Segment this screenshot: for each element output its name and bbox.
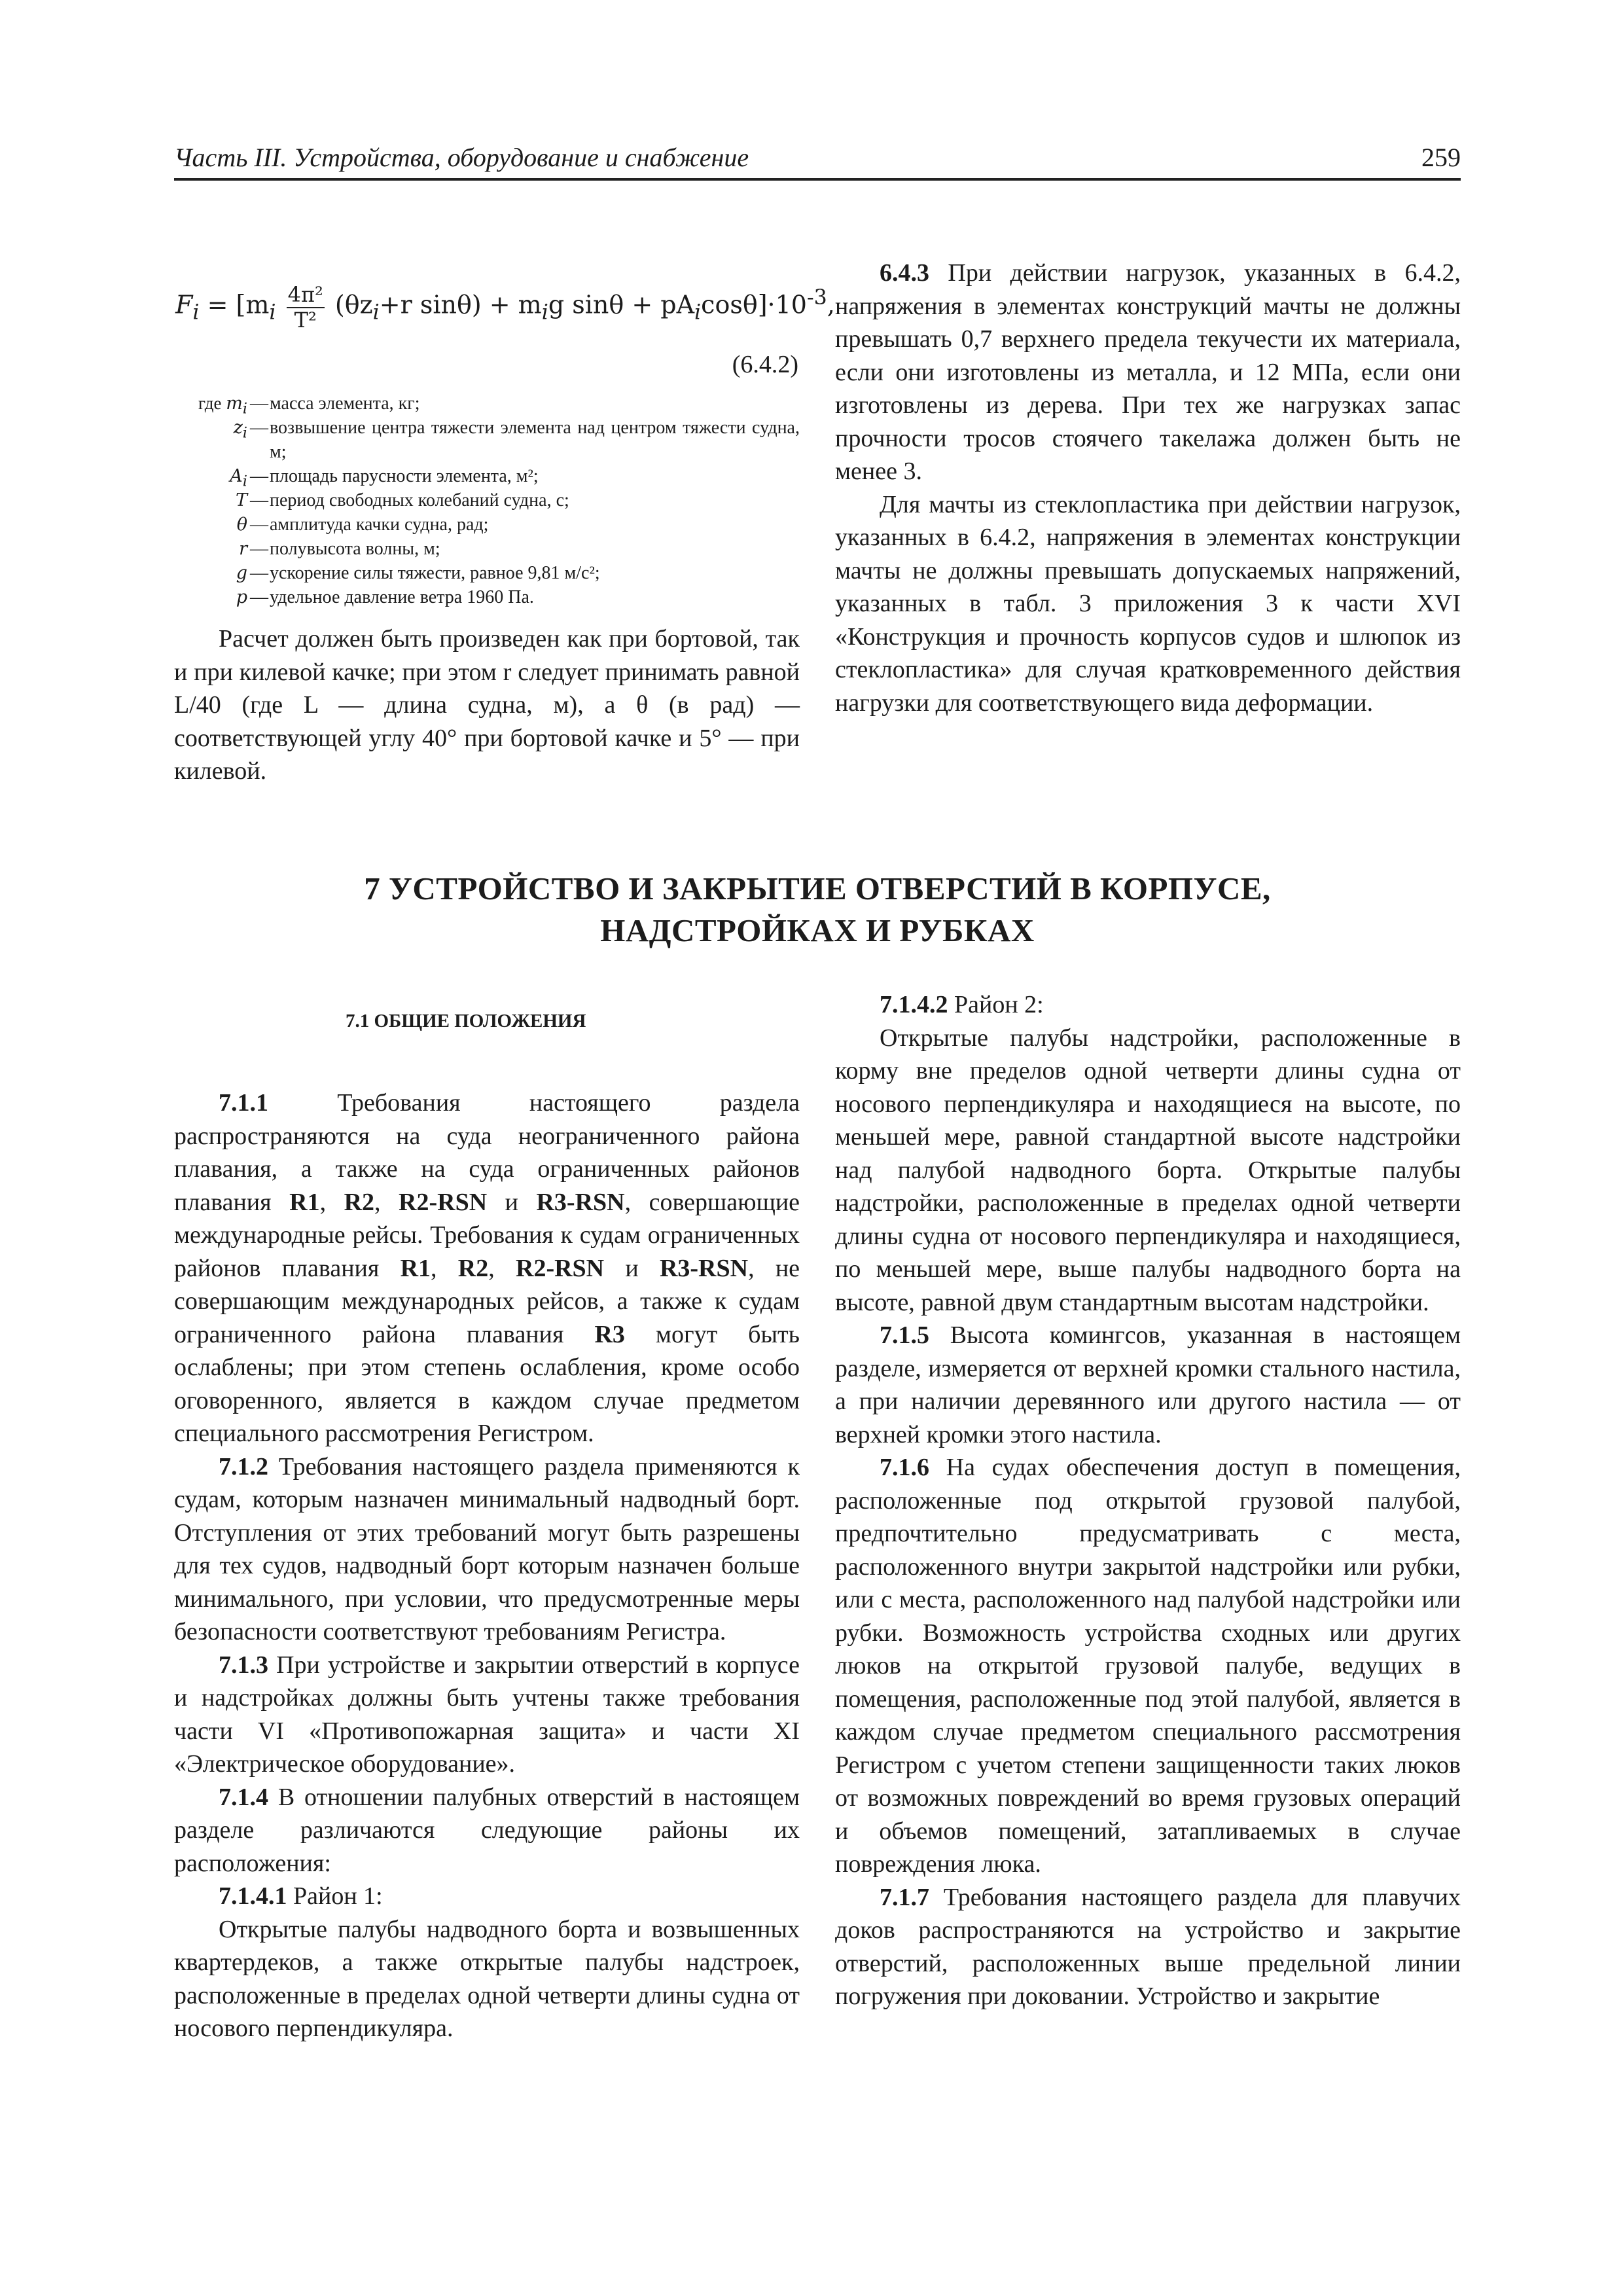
paragraph-text: При устройстве и закрытии отверстий в корпусе и надстройках должны быть учтены также требования части VI «Противопожарная защита» и части XI «Электрическое оборудование». [174,1651,800,1778]
paragraph-number: 7.1.4.2 [880,991,948,1018]
formula-part5: cosθ]·10 [701,290,807,319]
definition-item [174,488,800,512]
paragraph-number: 6.4.3 [880,259,929,287]
symbol-subscript: i [242,473,247,490]
paragraph [835,1881,1461,2013]
formula-fraction [287,282,325,332]
paragraph-number: 7.1.2 [219,1452,268,1480]
definition-dash: — [250,418,268,438]
definition-item [174,464,800,488]
paragraph [835,1319,1461,1451]
symbol-letter: θ [236,514,247,535]
definition-text: полувысота волны, м; [270,539,440,559]
paragraph-text: Требования настоящего раздела для плавучих доков распространяются на устройство и закрытие отверстий, расположенных выше предельной линии погружения при доковании. Устройство и закрытие [835,1883,1461,2010]
chapter-heading-line1: 7 УСТРОЙСТВО И ЗАКРЫТИЕ ОТВЕРСТИЙ В КОРПУСЕ, [364,870,1271,906]
text-span: , совершающие международные рейсы. Требования к судам ограниченных районов плавания [174,1188,800,1282]
text-span: могут быть ослаблены; при этом степень ослабления, кроме особо оговоренного, является в каждом случае предметом специального рассмотрения Регистром. [174,1320,800,1447]
definition-text: ускорение силы тяжести, равное 9,81 м/с²; [270,563,600,583]
running-header [174,143,1461,181]
paragraph-7-1-1 [174,1086,800,1450]
definition-item [174,585,800,609]
formula-part3: +r sinθ) + m [379,290,542,319]
definition-symbol [174,512,247,537]
definition-dash: — [250,490,268,511]
formula-part4: g sinθ + pA [548,290,695,319]
definition-symbol [174,585,247,609]
definition-dash: — [250,539,268,559]
class-notation: R3 [594,1320,625,1348]
symbol-letter: A [230,466,243,486]
paragraph-number: 7.1.5 [880,1321,929,1349]
paragraph-number: 7.1.4.1 [219,1882,287,1910]
paragraph [174,1913,800,2045]
formula-expression [175,281,835,332]
formula-part1: = [m [207,290,270,319]
paragraph-text: В отношении палубных отверстий в настоящем разделе различаются следующие районы их расположения: [174,1783,800,1877]
definition-item [174,537,800,561]
class-notation: R1 [400,1254,431,1282]
paragraph [835,488,1461,720]
paragraph [835,1451,1461,1881]
definition-text: удельное давление ветра 1960 Па. [270,587,534,607]
paragraph [835,988,1461,1022]
paragraph [174,1781,800,1880]
paragraph-number: 7.1.4 [219,1783,268,1811]
text-span: , [374,1188,399,1216]
text-span: , [431,1254,458,1282]
symbol-letter: r [239,539,247,559]
definition-symbol [174,416,247,445]
paragraph-text: Открытые палубы надстройки, расположенные в корму вне пределов одной четверти длины судна от носового перпендикуляра и находящиеся на высоте, по меньшей мере, равной стандартной высоте надстройки над палубой надводного борта. Открытые палубы надстройки, расположенные в пределах одной четверти длины судна от носового перпендикуляра и находящиеся, по меньшей мере, выше палубы надводного борта на высоте, равной двум стандартным высотам надстройки. [835,1024,1461,1316]
paragraph-text: Высота комингсов, указанная в настоящем разделе, измеряется от верхней кромки стального настила, а при наличии деревянного или другого настила — от верхней кромки этого настила. [835,1321,1461,1448]
definition-dash: — [250,514,268,535]
formula-sub-i-1: i [269,300,276,325]
definitions-list [174,391,800,609]
fraction-denominator: T² [294,308,317,333]
class-notation: R2 [344,1188,375,1216]
definition-item [174,512,800,537]
paragraph-text: При действии нагрузок, указанных в 6.4.2, напряжения в элементах конструкций мачты не должны превышать 0,7 верхнего предела текучести их материала, если они изготовлены из металла, и 12 МПа, если они изготовлены из дерева. При тех же нагрузках запас прочности тросов стоячего такелажа должен быть не менее 3. [835,259,1461,485]
paragraph-text: Для мачты из стеклопластика при действии нагрузок, указанных в 6.4.2, напряжения в элементах конструкции мачты не должны превышать допускаемых напряжений, указанных в табл. 3 приложения 3 к части XVI «Конструкция и прочность корпусов судов и шлюпок из стеклопластика» для случая кратковременного действия нагрузки для соответствующего вида деформации. [835,490,1461,717]
text-span: , [488,1254,516,1282]
definition-prefix: где [198,393,226,413]
text-span: , [319,1188,344,1216]
formula-part2: (θz [334,290,373,319]
definition-dash: — [250,563,268,583]
paragraph [174,1649,800,1781]
definition-item [174,416,800,464]
bottom-right-column [835,988,1461,2013]
paragraph-text: Район 1: [287,1882,383,1910]
top-left-column [174,255,835,788]
fraction-numerator: 4π² [287,282,323,308]
symbol-letter: m [226,393,243,414]
formula-sub-i-3: i [541,300,548,325]
symbol-subscript: i [242,400,247,418]
formula-lhs-sub: i [192,300,200,325]
definition-item [174,391,800,416]
class-notation: R3-RSN [659,1254,749,1282]
formula-sub-i-2: i [372,300,380,325]
class-notation: R3-RSN [536,1188,625,1216]
text-span: и [487,1188,537,1216]
definition-symbol [174,561,247,585]
calc-paragraph: Расчет должен быть произведен как при бортовой, так и при килевой качке; при этом r следует принимать равной L/40 (где L — длина судна, м), а θ (в рад) — соответствующей углу 40° при бортовой качке и 5° — при килевой. [174,625,800,785]
text-span: , не совершающим международных рейсов, а также к судам ограниченного района плавания [174,1254,800,1348]
paragraph [174,1880,800,1913]
symbol-letter: T [235,490,247,511]
definition-dash: — [250,466,268,486]
formula-lhs: F [175,290,193,319]
formula-sub-i-4: i [694,300,702,325]
class-notation: R2-RSN [516,1254,605,1282]
page-number: 259 [1421,143,1461,172]
paragraph-number: 7.1.1 [219,1089,268,1117]
text-span: и [604,1254,660,1282]
formula-comma: , [827,290,835,319]
definition-symbol [174,488,247,512]
symbol-letter: z [233,418,243,438]
definition-symbol [174,537,247,561]
chapter-heading-line2: НАДСТРОЙКАХ И РУБКАХ [600,912,1035,948]
paragraph [835,1022,1461,1319]
paragraph-number: 7.1.3 [219,1651,268,1679]
paragraph-text: Открытые палубы надводного борта и возвышенных квартердеков, а также открытые палубы надстроек, расположенные в пределах одной четверти длины судна от носового перпендикуляра. [174,1915,800,2042]
paragraph-text: На судах обеспечения доступ в помещения, расположенные под открытой грузовой палубой, предпочтительно предусматривать с места, расположенного внутри закрытой надстройки или рубки, или с места, расположенного над палубой надстройки или рубки. Возможность устройства сходных или других люков на открытой грузовой палубе, ведущих в помещения, расположенные под этой палубой, является в каждом случае предметом специального рассмотрения Регистром с учетом степени защищенности таких люков от возможных повреждений во время грузовых операций и объемов помещений, затапливаемых в случае повреждения люка. [835,1454,1461,1878]
formula-exponent: -3 [806,286,827,310]
top-right-column [835,257,1461,719]
equation-number: (6.4.2) [732,351,798,378]
definition-text: период свободных колебаний судна, с; [270,490,569,511]
symbol-letter: g [236,563,247,583]
class-notation: R1 [289,1188,320,1216]
paragraph-number: 7.1.7 [880,1883,929,1911]
symbol-subscript: i [242,424,247,442]
paragraph-text: Район 2: [948,991,1044,1018]
formula-6-4-2 [174,255,835,378]
paragraph-text: Требования настоящего раздела применяются к судам, которым назначен минимальный надводный борт. Отступления от этих требований могут быть разрешены для тех судов, надводный борт которым назначен больше минимального, при условии, что предусмотренные меры безопасности соответствуют требованиям Регистра. [174,1452,800,1645]
text-span: Требования настоящего раздела распространяются на суда неограниченного района плавания, а также на суда ограниченных районов плавания [174,1089,800,1216]
definition-dash: — [250,393,268,414]
paragraph [174,1450,800,1649]
calc-paragraph-block [174,622,800,788]
definition-item [174,561,800,585]
class-notation: R2 [457,1254,489,1282]
bottom-left-column [174,1011,800,2045]
chapter-heading [174,868,1461,952]
definition-dash: — [250,587,268,607]
definition-text: возвышение центра тяжести элемента над центром тяжести судна, м; [270,418,800,462]
paragraph [835,257,1461,488]
definition-text: площадь парусности элемента, м²; [270,466,539,486]
definition-text: амплитуда качки судна, рад; [270,514,489,535]
definition-text: масса элемента, кг; [270,393,420,414]
symbol-letter: p [236,587,247,607]
paragraph-number: 7.1.6 [880,1454,929,1481]
section-title: 7.1 ОБЩИЕ ПОЛОЖЕНИЯ [346,1011,586,1031]
header-title: Часть III. Устройства, оборудование и снабжение [174,143,749,172]
class-notation: R2-RSN [399,1188,488,1216]
